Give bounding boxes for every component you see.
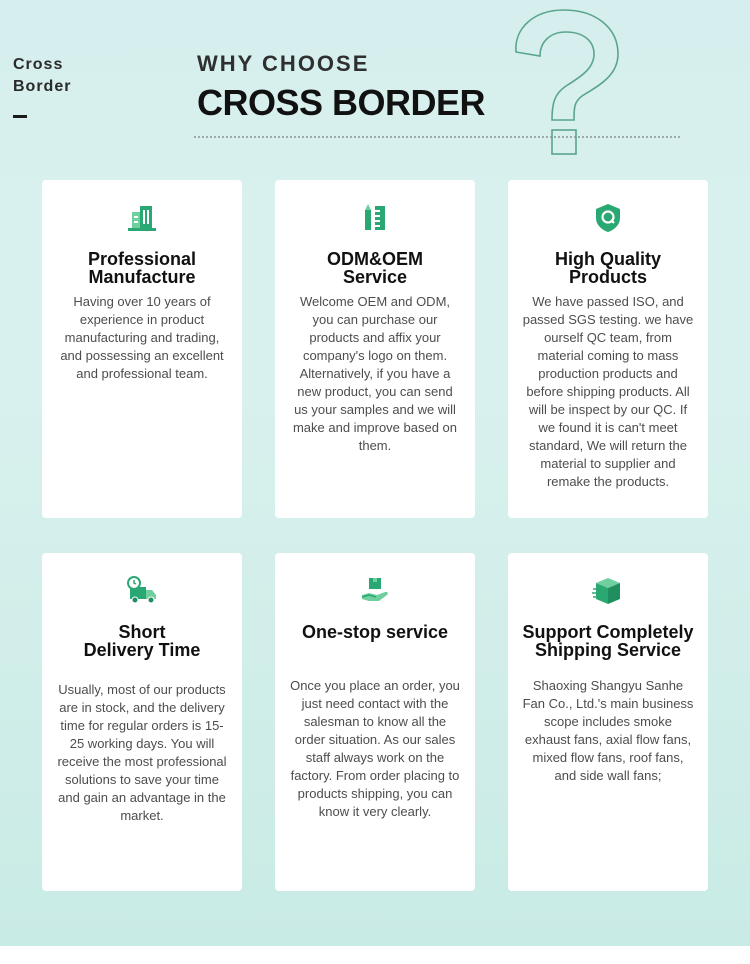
card-description: Having over 10 years of experience in product manufacturing and trading, and possessing an excellent and professional team. (60, 294, 224, 381)
shipping-box-icon (592, 575, 624, 607)
question-mark-icon (508, 4, 626, 160)
heading-title: CROSS BORDER (197, 82, 486, 123)
building-icon (126, 202, 158, 234)
feature-card-odm-oem (275, 180, 475, 518)
card-title: Professional Manufacture (87, 249, 197, 287)
card-title: Support Completely Shipping Service (522, 622, 694, 660)
card-description: We have passed ISO, and passed SGS testing. we have ourself QC team, from material coming to mass production products and before shipping products. All will be inspect by our QC. If we found it is can't meet standard, We will return the material to supplier and remake the products. (522, 294, 694, 489)
card-title: One-stop service (301, 622, 449, 642)
delivery-truck-icon (126, 575, 158, 607)
feature-card-manufacture (42, 180, 242, 518)
heading-subtitle: WHY CHOOSE (197, 51, 370, 76)
card-description: Usually, most of our products are in stock, and the delivery time for regular orders is 15-25 working days. You will receive the most professional solutions to save your time and gain an advantage in the market. (57, 682, 227, 823)
feature-card-one-stop (275, 553, 475, 891)
card-title: High Quality Products (554, 249, 661, 287)
feature-card-quality (508, 180, 708, 518)
card-description: Welcome OEM and ODM, you can purchase our products and affix your company's logo on them. Alternatively, if you have a new product, you can send us your samples and we will make and improve based on them. (292, 294, 458, 453)
card-title: ODM&OEM Service (327, 249, 423, 287)
feature-card-shipping (508, 553, 708, 891)
brand-label: Cross Border (13, 56, 72, 95)
card-description: Shaoxing Shangyu Sanhe Fan Co., Ltd.'s main business scope includes smoke exhaust fans, axial flow fans, mixed flow fans, roof fans, and side wall fans; (522, 678, 694, 783)
card-description: Once you place an order, you just need contact with the salesman to know all the order situation. As our sales staff always work on the factory. From order placing to products shipping, you can know it very clearly. (290, 678, 460, 819)
quality-shield-icon (592, 202, 624, 234)
feature-card-delivery (42, 553, 242, 891)
card-title: Short Delivery Time (83, 622, 201, 660)
brand-dash-divider (13, 115, 27, 118)
pencil-ruler-icon (359, 202, 391, 234)
hand-box-icon (359, 575, 391, 607)
